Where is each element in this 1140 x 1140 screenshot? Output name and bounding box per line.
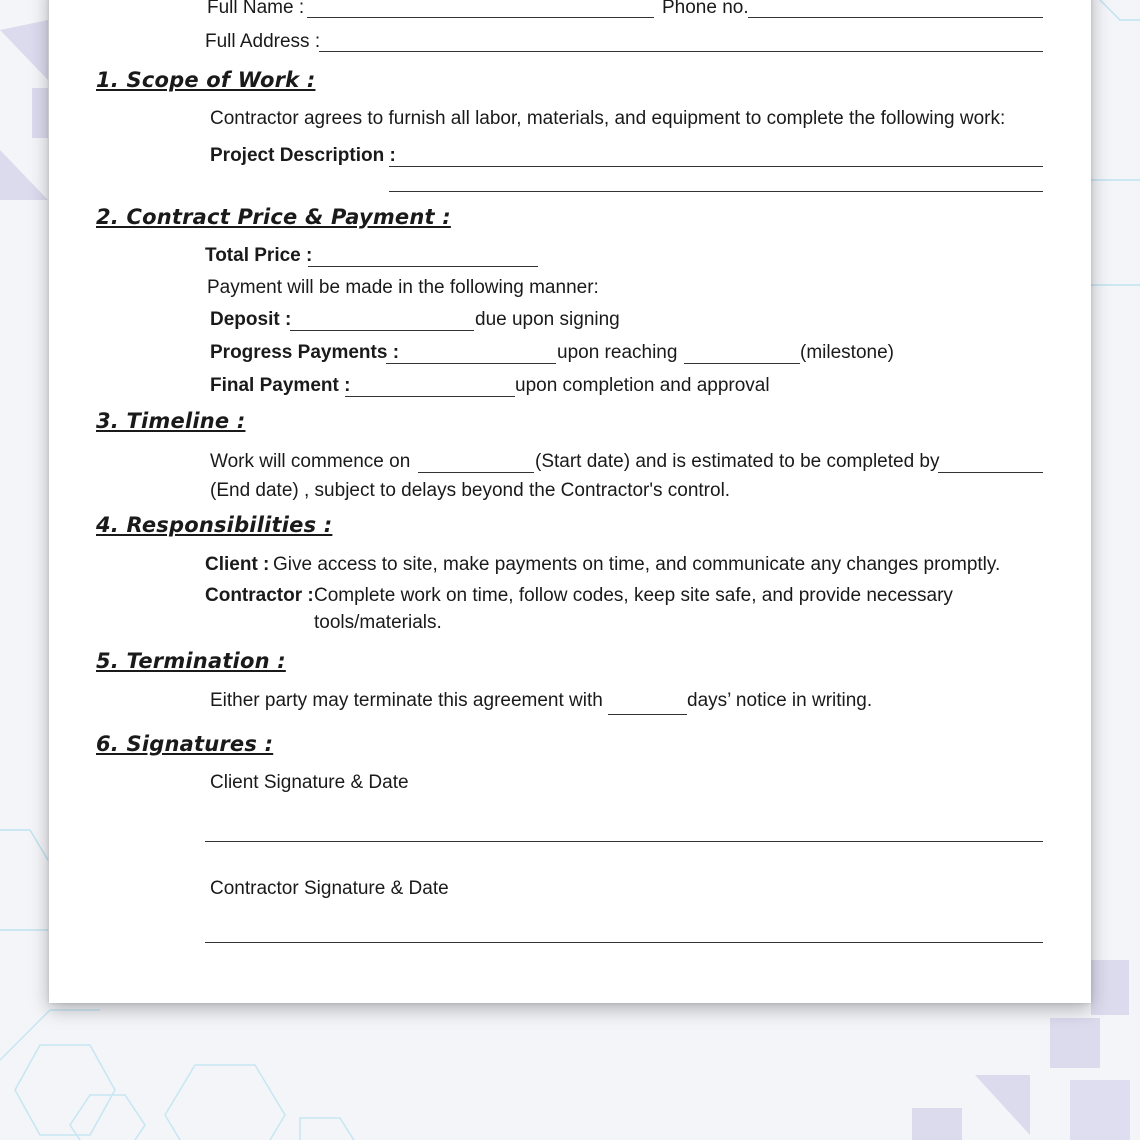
milestone-suffix-text: (milestone) bbox=[800, 342, 894, 363]
client-signature-field[interactable] bbox=[205, 841, 1043, 842]
timeline-heading: 3. Timeline : bbox=[96, 409, 246, 433]
scope-heading: 1. Scope of Work : bbox=[96, 68, 316, 92]
progress-payment-field[interactable] bbox=[386, 363, 556, 364]
full-name-field[interactable] bbox=[307, 17, 654, 18]
full-name-label: Full Name : bbox=[207, 0, 305, 18]
end-date-field[interactable] bbox=[938, 472, 1043, 473]
client-responsibility-text: Give access to site, make payments on time, and communicate any changes promptly. bbox=[273, 554, 1001, 575]
geometric-pattern-left bbox=[0, 20, 48, 200]
signatures-heading: 6. Signatures : bbox=[96, 732, 274, 756]
termination-heading: 5. Termination : bbox=[96, 649, 286, 673]
notice-days-field[interactable] bbox=[608, 714, 687, 715]
project-description-label: Project Description : bbox=[210, 145, 396, 166]
hexagon-pattern bbox=[0, 1010, 360, 1140]
client-signature-label: Client Signature & Date bbox=[210, 772, 409, 793]
progress-payments-label: Progress Payments : bbox=[210, 342, 400, 363]
responsibilities-heading: 4. Responsibilities : bbox=[96, 513, 333, 537]
full-address-field[interactable] bbox=[319, 51, 1043, 52]
contractor-signature-field[interactable] bbox=[205, 942, 1043, 943]
client-responsibility-label: Client : bbox=[205, 554, 270, 575]
end-date-text: (End date) , subject to delays beyond the Contractor's control. bbox=[210, 480, 731, 501]
line-pattern-left bbox=[0, 830, 48, 930]
total-price-field[interactable] bbox=[308, 266, 538, 267]
line-pattern-right bbox=[1091, 0, 1140, 285]
deposit-label: Deposit : bbox=[210, 309, 292, 330]
full-address-label: Full Address : bbox=[205, 31, 321, 52]
start-date-text: (Start date) and is estimated to be completed by bbox=[535, 451, 940, 472]
deposit-suffix-text: due upon signing bbox=[475, 309, 620, 330]
termination-text-after: days’ notice in writing. bbox=[687, 690, 873, 711]
scope-intro-text: Contractor agrees to furnish all labor, materials, and equipment to complete the following work: bbox=[210, 108, 1006, 129]
start-date-field[interactable] bbox=[418, 472, 534, 473]
contractor-responsibility-text-1: Complete work on time, follow codes, keep site safe, and provide necessary bbox=[314, 585, 953, 606]
project-description-field-1[interactable] bbox=[389, 166, 1043, 167]
final-payment-label: Final Payment : bbox=[210, 375, 351, 396]
phone-field[interactable] bbox=[748, 17, 1043, 18]
termination-text-before: Either party may terminate this agreement with bbox=[210, 690, 603, 711]
final-suffix-text: upon completion and approval bbox=[515, 375, 770, 396]
progress-mid-text: upon reaching bbox=[557, 342, 678, 363]
contractor-signature-label: Contractor Signature & Date bbox=[210, 878, 449, 899]
phone-label: Phone no. bbox=[662, 0, 749, 18]
commence-text: Work will commence on bbox=[210, 451, 411, 472]
payment-manner-text: Payment will be made in the following manner: bbox=[207, 277, 599, 298]
total-price-label: Total Price : bbox=[205, 245, 313, 266]
contractor-responsibility-text-2: tools/materials. bbox=[314, 612, 442, 633]
milestone-field[interactable] bbox=[684, 363, 800, 364]
contractor-responsibility-label: Contractor : bbox=[205, 585, 314, 606]
project-description-field-2[interactable] bbox=[389, 191, 1043, 192]
price-heading: 2. Contract Price & Payment : bbox=[96, 205, 451, 229]
deposit-field[interactable] bbox=[290, 330, 474, 331]
final-payment-field[interactable] bbox=[345, 396, 515, 397]
